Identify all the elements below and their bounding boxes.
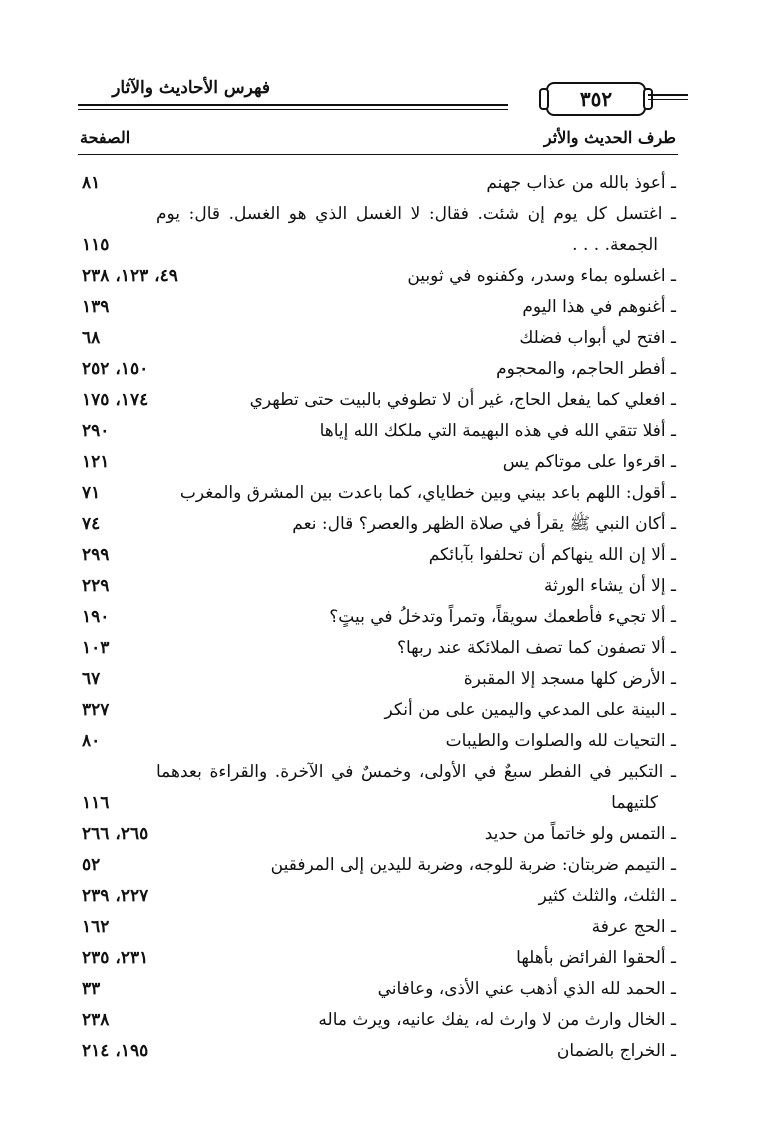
entry-pages: ٦٧ [82,669,101,689]
header-rule-right [648,94,688,100]
entry-text: ـ أكان النبي ﷺ يقرأ في صلاة الظهر والعصر؟ قال: نعم [292,514,676,534]
index-entry [78,881,676,912]
entry-text: ـ البينة على المدعي واليمين على من أنكر [384,700,676,720]
entry-pages: ١٩٥، ٢١٤ [82,1041,149,1061]
index-entries [78,168,676,1067]
entry-continuation: كلتيهما [611,793,658,813]
entry-pages: ٣٢٧ [82,700,110,720]
page-header [78,68,688,118]
index-entry [78,757,676,819]
index-entry [78,571,676,602]
entry-pages: ٥٢ [82,855,101,875]
column-heading-page: الصفحة [80,128,131,147]
index-entry [78,199,676,261]
entry-text: ـ أفلا تتقي الله في هذه البهيمة التي ملكك الله إياها [319,421,676,441]
entry-pages: ١٥٠، ٢٥٢ [82,359,149,379]
entry-text: ـ التحيات لله والصلوات والطيبات [445,731,676,751]
entry-text: ـ الثلث، والثلث كثير [538,886,676,906]
entry-pages: ١٧٤، ١٧٥ [82,390,149,410]
index-entry [78,416,676,447]
index-entry [78,292,676,323]
index-entry [78,695,676,726]
entry-text: ـ اغتسل كل يوم إن شئت. فقال: لا الغسل الذي هو الغسل. قال: يوم [156,204,676,224]
entry-text: ـ افتح لي أبواب فضلك [519,328,676,348]
entry-pages: ٦٨ [82,328,101,348]
entry-text: ـ الحج عرفة [591,917,676,937]
entry-text: ـ الخال وارث من لا وارث له، يفك عانيه، ويرث ماله [318,1010,676,1030]
entry-text: ـ ألحقوا الفرائض بأهلها [516,948,676,968]
entry-pages: ٣٣ [82,979,101,999]
entry-pages: ٢٦٥، ٢٦٦ [82,824,149,844]
index-entry [78,943,676,974]
entry-pages: ١٣٩ [82,297,110,317]
column-headings [78,128,676,152]
index-entry [78,633,676,664]
index-entry [78,1005,676,1036]
entry-text: ـ ألا تصفون كما تصف الملائكة عند ربها؟ [396,638,676,658]
index-entry [78,478,676,509]
entry-pages: ١٢١ [82,452,110,472]
index-entry [78,168,676,199]
page-number: ٣٥٢ [579,87,613,111]
entry-text: ـ اقرءوا على موتاكم يس [502,452,676,472]
entry-text: ـ إلا أن يشاء الورثة [543,576,676,596]
entry-pages: ٤٩، ١٢٣، ٢٣٨ [82,266,178,286]
entry-text: ـ اغسلوه بماء وسدر، وكفنوه في ثوبين [407,266,676,286]
entry-pages: ٢٩٠ [82,421,110,441]
entry-text: ـ افعلي كما يفعل الحاج، غير أن لا تطوفي بالبيت حتى تطهري [249,390,676,410]
page-number-badge [546,82,646,116]
index-entry [78,819,676,850]
index-entry [78,509,676,540]
index-entry [78,974,676,1005]
entry-text: ـ أفطر الحاجم، والمحجوم [496,359,676,379]
entry-pages: ١٦٢ [82,917,110,937]
entry-text: ـ التيمم ضربتان: ضربة للوجه، وضربة لليدين إلى المرفقين [270,855,676,875]
entry-text: ـ الأرض كلها مسجد إلا المقبرة [463,669,676,689]
index-entry [78,447,676,478]
entry-pages: ١١٥ [82,235,110,255]
heading-underline [78,154,678,155]
entry-text: ـ الخراج بالضمان [556,1041,676,1061]
entry-text: ـ أقول: اللهم باعد بيني وبين خطاياي، كما باعدت بين المشرق والمغرب [179,483,676,503]
entry-pages: ٨٠ [82,731,101,751]
entry-pages: ٧٤ [82,514,101,534]
column-heading-text: طرف الحديث والأثر [543,128,676,147]
index-entry [78,261,676,292]
entry-pages: ٢٢٩ [82,576,110,596]
index-entry [78,323,676,354]
entry-pages: ٧١ [82,483,101,503]
index-entry [78,540,676,571]
index-entry [78,602,676,633]
index-entry [78,1036,676,1067]
entry-text: ـ ألا إن الله ينهاكم أن تحلفوا بآبائكم [428,545,676,565]
entry-text: ـ أعوذ بالله من عذاب جهنم [486,173,676,193]
index-entry [78,850,676,881]
entry-text: ـ ألا تجيء فأطعمك سويقاً، وتمراً وتدخلُ في بيتٍ؟ [329,607,676,627]
entry-pages: ١١٦ [82,793,110,813]
entry-pages: ١٠٣ [82,638,110,658]
entry-pages: ٢٩٩ [82,545,110,565]
entry-text: ـ التكبير في الفطر سبعٌ في الأولى، وخمسٌ في الآخرة. والقراءة بعدهما [156,762,676,782]
entry-continuation: الجمعة. . . . [572,235,658,255]
entry-text: ـ التمس ولو خاتماً من حديد [484,824,676,844]
entry-text: ـ أغنوهم في هذا اليوم [522,297,676,317]
index-entry [78,385,676,416]
entry-pages: ١٩٠ [82,607,110,627]
entry-pages: ٨١ [82,173,101,193]
running-title: فهرس الأحاديث والآثار [112,78,270,98]
entry-pages: ٢٣١، ٢٣٥ [82,948,149,968]
index-entry [78,354,676,385]
index-entry [78,664,676,695]
entry-text: ـ الحمد لله الذي أذهب عني الأذى، وعافاني [377,979,676,999]
index-entry [78,912,676,943]
header-rule-left [78,104,508,110]
entry-pages: ٢٢٧، ٢٣٩ [82,886,149,906]
index-entry [78,726,676,757]
entry-pages: ٢٣٨ [82,1010,110,1030]
